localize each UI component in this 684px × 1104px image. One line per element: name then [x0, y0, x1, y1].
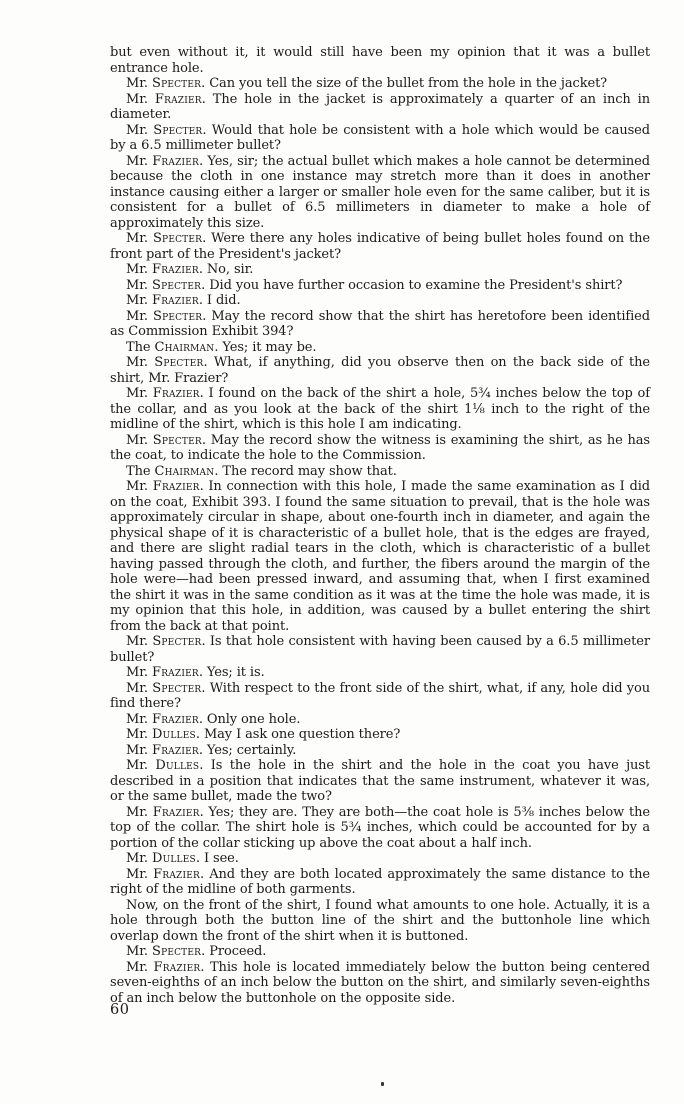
speaker-name: Specter — [152, 231, 203, 246]
paragraph-text: Mr. — [126, 851, 152, 866]
paragraph-text: . Is that hole consistent with having been caused by a 6.5 millimeter bullet? — [110, 634, 650, 665]
paragraph-text: Mr. — [126, 944, 152, 959]
paragraph-text: Mr. — [126, 293, 152, 308]
testimony-paragraph — [110, 340, 650, 356]
testimony-paragraph — [110, 944, 650, 960]
paragraph-text: Mr. — [126, 308, 154, 324]
speaker-name: Frazier — [152, 153, 200, 169]
paragraph-text: Now, on the front of the shirt, I found what amounts to one hole. Actually, it is a hole through both the button line of the shirt and the buttonhole line which overlap down the front of the shirt when it is buttoned. — [110, 897, 650, 944]
testimony-paragraph — [110, 681, 650, 712]
speaker-name: Frazier — [153, 959, 201, 975]
paragraph-text: Mr. — [126, 665, 152, 680]
speaker-name: Frazier — [151, 293, 199, 308]
paragraph-text: Mr. — [126, 634, 153, 649]
speaker-name: Specter — [152, 680, 202, 696]
speaker-name: Specter — [151, 76, 202, 91]
testimony-paragraph — [110, 851, 650, 867]
testimony-paragraph — [110, 805, 650, 852]
testimony-paragraph — [110, 479, 650, 634]
paragraph-text: . Did you have further occasion to examine the President's shirt? — [201, 277, 623, 293]
paragraph-text: . With respect to the front side of the shirt, what, if any, hole did you find there? — [110, 680, 651, 711]
testimony-paragraph — [110, 898, 650, 945]
paragraph-text: . Yes; it is. — [198, 665, 265, 680]
speaker-name: Frazier — [152, 479, 200, 494]
testimony-paragraph — [110, 867, 650, 898]
paragraph-text: . May I ask one question there? — [195, 727, 401, 742]
paragraph-text: Mr. — [126, 231, 153, 246]
paragraph-text: The — [126, 463, 155, 479]
paragraph-text: . What, if anything, did you observe then on the back side of the shirt, Mr. Frazier? — [110, 355, 650, 386]
paragraph-text: Mr. — [126, 680, 153, 696]
speaker-name: Chairman — [154, 463, 215, 479]
paragraph-text: . Is the hole in the shirt and the hole in the coat you have just described in a position that indicates that the same instrument, whatever it was, or the same bullet, made the two? — [110, 758, 650, 804]
speaker-name: Specter — [154, 355, 204, 370]
paragraph-text: Mr. — [126, 262, 152, 277]
paragraph-text: . Proceed. — [201, 944, 267, 959]
paragraph-text: but even without it, it would still have been my opinion that it was a bullet entrance hole. — [110, 45, 650, 76]
paragraph-text: . The hole in the jacket is approximately a quarter of an inch in diameter. — [110, 91, 650, 122]
paragraph-text: . Yes, sir; the actual bullet which makes a hole cannot be determined because the cloth in one instance may stretch more than it does in another instance causing either a larger or smaller hole even for the same caliber, but it is consistent for a bullet of 6.5 millimeters in diameter to make a hole of approximately this size. — [110, 153, 650, 231]
testimony-paragraph — [110, 712, 650, 728]
testimony-paragraph — [110, 231, 650, 262]
testimony-paragraph — [110, 45, 650, 76]
paragraph-text: . Yes; they are. They are both—the coat hole is 5⅜ inches below the top of the collar. The shirt hole is 5¾ inches, which could be accounted for by a portion of the collar sticking up above the coat about a half inch. — [110, 804, 650, 851]
speaker-name: Specter — [152, 432, 202, 448]
speaker-name: Frazier — [152, 386, 200, 401]
paragraph-text: Mr. — [126, 76, 152, 91]
paragraph-text: Mr. — [126, 727, 152, 742]
page-number: 60 — [110, 1002, 130, 1018]
paragraph-text: . In connection with this hole, I made the same examination as I did on the coat, Exhibit 393. I found the same situation to prevail, that is the hole was approximately circular in shape, about one-fourth inch in diameter, and again the physical shape of it is characteristic of a bullet hole, that is the edges are frayed, and there are slight radial tears in the cloth, which is characteristic of a bullet having passed through the cloth, and further, the fibers around the margin of the hole were—had been pressed inward, and assuming that, when I first examined the shirt it was in the same condition as it was at the time the hole was made, it is my opinion that this hole, in addition, was caused by a bullet entering the shirt from the back at that point. — [110, 479, 650, 634]
speaker-name: Specter — [153, 122, 203, 138]
paragraph-text: Mr. — [126, 277, 152, 293]
speaker-name: Dulles — [155, 758, 200, 773]
paragraph-text: Mr. — [126, 122, 154, 138]
testimony-paragraph — [110, 154, 650, 232]
speaker-name: Specter — [152, 634, 202, 649]
testimony-paragraph — [110, 960, 650, 1007]
speaker-name: Frazier — [151, 262, 199, 277]
paragraph-text: Mr. — [126, 386, 153, 401]
paragraph-text: . May the record show the witness is examining the shirt, as he has the coat, to indicate the hole to the Commission. — [110, 432, 650, 463]
testimony-paragraph — [110, 278, 650, 294]
testimony-paragraph — [110, 665, 650, 681]
paragraph-text: . Would that hole be consistent with a hole which would be caused by a 6.5 millimeter bullet? — [110, 122, 650, 153]
speaker-name: Dulles — [151, 851, 196, 866]
testimony-paragraph — [110, 355, 650, 386]
testimony-paragraph — [110, 293, 650, 309]
paragraph-text: Mr. — [126, 711, 152, 727]
paragraph-text: Mr. — [126, 479, 153, 494]
testimony-paragraph — [110, 309, 650, 340]
paragraph-text: . I did. — [198, 293, 241, 308]
paragraph-text: . And they are both located approximately the same distance to the right of the midline of both garments. — [110, 866, 650, 897]
paragraph-text: Mr. — [126, 758, 156, 773]
speaker-name: Chairman — [154, 339, 215, 355]
testimony-text — [110, 45, 650, 1006]
paragraph-text: . Yes; certainly. — [198, 742, 297, 758]
paragraph-text: . No, sir. — [198, 262, 254, 277]
paragraph-text: The — [126, 339, 155, 355]
testimony-paragraph — [110, 758, 650, 805]
testimony-paragraph — [110, 386, 650, 433]
paragraph-text: . Can you tell the size of the bullet from the hole in the jacket? — [201, 76, 608, 91]
testimony-paragraph — [110, 743, 650, 759]
paragraph-text: . May the record show that the shirt has heretofore been identified as Commission Exhibit 394? — [110, 308, 650, 339]
paragraph-text: Mr. — [126, 959, 154, 975]
testimony-paragraph — [110, 433, 650, 464]
speaker-name: Specter — [151, 944, 202, 959]
paragraph-text: . This hole is located immediately below the button being centered seven-eighths of an inch below the button on the shirt, and similarly seven-eighths of an inch below the buttonhole on the opposite side. — [110, 959, 650, 1006]
paragraph-text: Mr. — [126, 804, 153, 820]
speaker-name: Frazier — [151, 665, 199, 680]
speaker-name: Dulles — [151, 727, 196, 742]
paragraph-text: Mr. — [126, 91, 155, 107]
paragraph-text: . Were there any holes indicative of being bullet holes found on the front part of the President's jacket? — [110, 231, 650, 262]
speaker-name: Frazier — [153, 866, 200, 882]
paragraph-text: Mr. — [126, 432, 153, 448]
testimony-paragraph — [110, 76, 650, 92]
speaker-name: Frazier — [151, 711, 199, 727]
paragraph-text: Mr. — [126, 866, 154, 882]
testimony-paragraph — [110, 262, 650, 278]
testimony-paragraph — [110, 123, 650, 154]
speaker-name: Frazier — [154, 91, 202, 107]
paragraph-text: . I found on the back of the shirt a hole, 5¾ inches below the top of the collar, and as you look at the back of the shirt 1⅛ inch to the right of the midline of the shirt, which is this hole I am indicating. — [110, 386, 650, 432]
paragraph-text: . Only one hole. — [198, 711, 301, 727]
speaker-name: Frazier — [151, 742, 199, 758]
paragraph-text: . The record may show that. — [214, 463, 397, 479]
paragraph-text: Mr. — [126, 742, 152, 758]
testimony-paragraph — [110, 464, 650, 480]
speaker-name: Specter — [153, 308, 203, 324]
paragraph-text: . I see. — [195, 851, 239, 866]
speaker-name: Specter — [151, 277, 202, 293]
testimony-paragraph — [110, 634, 650, 665]
paragraph-text: Mr. — [126, 355, 155, 370]
scan-artifact-dot — [381, 1082, 384, 1086]
speaker-name: Frazier — [152, 804, 200, 820]
paragraph-text: Mr. — [126, 153, 153, 169]
testimony-paragraph — [110, 727, 650, 743]
testimony-paragraph — [110, 92, 650, 123]
paragraph-text: . Yes; it may be. — [214, 339, 317, 355]
